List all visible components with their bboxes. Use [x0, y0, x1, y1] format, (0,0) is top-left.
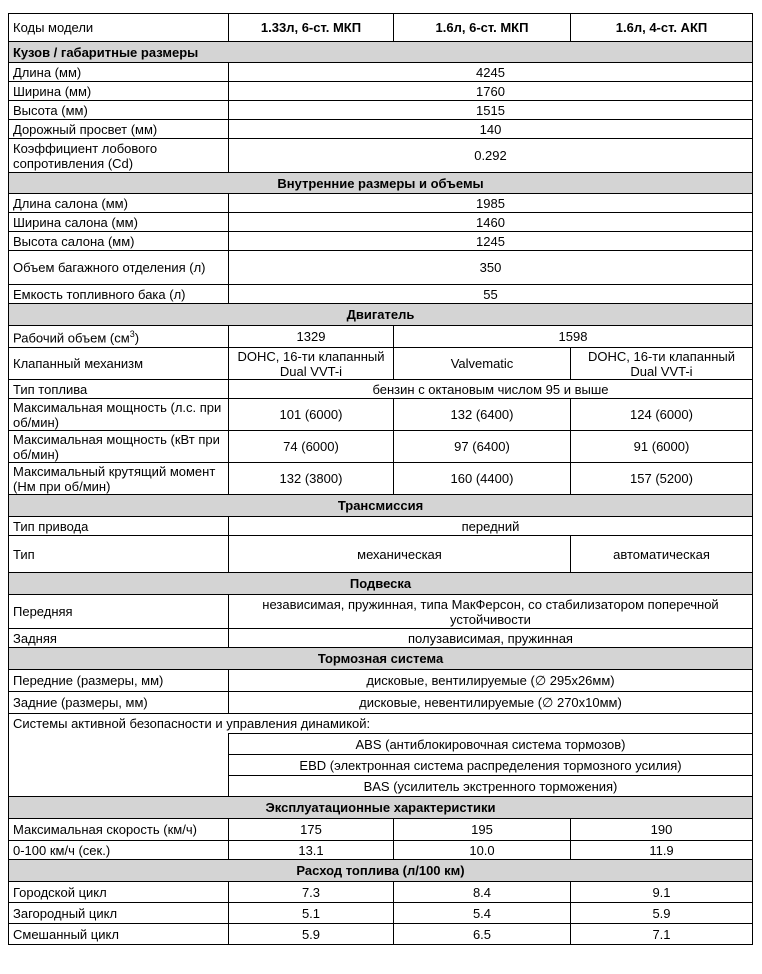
row-value-1: механическая [229, 536, 571, 573]
section-header [9, 304, 753, 326]
table-row [9, 285, 753, 304]
row-value-1: 175 [229, 819, 394, 841]
row-label: Городской цикл [9, 882, 229, 903]
label-text-close: ) [134, 330, 140, 346]
row-value-2: 195 [394, 819, 571, 841]
section-title: Тормозная система [9, 648, 753, 670]
row-value: дисковые, вентилируемые (∅ 295x26мм) [229, 670, 753, 692]
row-value: передний [229, 517, 753, 536]
row-value-1: 101 (6000) [229, 399, 394, 431]
table-row [9, 776, 753, 797]
row-value-1: 13.1 [229, 841, 394, 860]
row-value-3: 124 (6000) [571, 399, 753, 431]
table-row [9, 819, 753, 841]
row-label: Ширина (мм) [9, 82, 229, 101]
row-label: Дорожный просвет (мм) [9, 120, 229, 139]
table-row [9, 463, 753, 495]
row-value-3: 11.9 [571, 841, 753, 860]
row-value-1: 1329 [229, 326, 394, 348]
table-row [9, 194, 753, 213]
section-title: Эксплуатационные характеристики [9, 797, 753, 819]
row-value: 140 [229, 120, 753, 139]
model-col-3: 1.6л, 4-ст. АКП [571, 14, 753, 42]
row-value: 1515 [229, 101, 753, 120]
table-row [9, 882, 753, 903]
row-value-2: 8.4 [394, 882, 571, 903]
label-text: Рабочий объем (см [13, 330, 130, 346]
row-value-1: 74 (6000) [229, 431, 394, 463]
row-label: Длина салона (мм) [9, 194, 229, 213]
row-value: 1760 [229, 82, 753, 101]
row-label: Емкость топливного бака (л) [9, 285, 229, 304]
row-spacer [9, 755, 229, 776]
row-value: ABS (антиблокировочная система тормозов) [229, 734, 753, 755]
row-value-2: 5.4 [394, 903, 571, 924]
row-spacer [9, 734, 229, 755]
specifications-table [8, 13, 753, 945]
table-row [9, 101, 753, 120]
row-value: 55 [229, 285, 753, 304]
section-header [9, 648, 753, 670]
row-value-1: 5.9 [229, 924, 394, 945]
table-row [9, 251, 753, 285]
row-label: Коэффициент лобового сопротивления (Cd) [9, 139, 229, 173]
table-row [9, 399, 753, 431]
section-header [9, 797, 753, 819]
row-label: Задняя [9, 629, 229, 648]
row-value-2: 10.0 [394, 841, 571, 860]
row-value-3: 5.9 [571, 903, 753, 924]
table-row [9, 755, 753, 776]
row-label: Тип [9, 536, 229, 573]
table-row [9, 924, 753, 945]
row-value-3: 91 (6000) [571, 431, 753, 463]
row-label: Высота (мм) [9, 101, 229, 120]
row-value: BAS (усилитель экстренного торможения) [229, 776, 753, 797]
row-value-1: 132 (3800) [229, 463, 394, 495]
table-header-row [9, 14, 753, 42]
row-value-2: 1598 [394, 326, 753, 348]
row-value: 350 [229, 251, 753, 285]
model-col-2: 1.6л, 6-ст. МКП [394, 14, 571, 42]
table-row [9, 841, 753, 860]
row-value-3: 190 [571, 819, 753, 841]
table-row [9, 232, 753, 251]
section-title: Внутренние размеры и объемы [9, 173, 753, 194]
row-label-wide: Системы активной безопасности и управления динамикой: [9, 714, 753, 734]
table-row [9, 734, 753, 755]
table-row [9, 431, 753, 463]
row-value: бензин с октановым числом 95 и выше [229, 380, 753, 399]
table-row [9, 213, 753, 232]
row-value-1: 5.1 [229, 903, 394, 924]
row-value-2: автоматическая [571, 536, 753, 573]
row-label: Клапанный механизм [9, 348, 229, 380]
row-label: Тип привода [9, 517, 229, 536]
section-title: Двигатель [9, 304, 753, 326]
row-label: Передние (размеры, мм) [9, 670, 229, 692]
model-codes-label: Коды модели [9, 14, 229, 42]
table-row [9, 536, 753, 573]
row-value: 1985 [229, 194, 753, 213]
table-row [9, 595, 753, 629]
row-value: дисковые, невентилируемые (∅ 270x10мм) [229, 692, 753, 714]
row-label: Длина (мм) [9, 63, 229, 82]
table-row [9, 517, 753, 536]
row-label: Ширина салона (мм) [9, 213, 229, 232]
row-value-2: 132 (6400) [394, 399, 571, 431]
section-title: Трансмиссия [9, 495, 753, 517]
section-header [9, 42, 753, 63]
row-label: Загородный цикл [9, 903, 229, 924]
section-header [9, 860, 753, 882]
section-title: Расход топлива (л/100 км) [9, 860, 753, 882]
table-row [9, 348, 753, 380]
row-label: Объем багажного отделения (л) [9, 251, 229, 285]
model-col-1: 1.33л, 6-ст. МКП [229, 14, 394, 42]
row-label: 0-100 км/ч (сек.) [9, 841, 229, 860]
row-value-2: 160 (4400) [394, 463, 571, 495]
section-title: Кузов / габаритные размеры [9, 42, 753, 63]
row-label: Смешанный цикл [9, 924, 229, 945]
table-row [9, 139, 753, 173]
table-row [9, 903, 753, 924]
row-value-3: 157 (5200) [571, 463, 753, 495]
table-row [9, 692, 753, 714]
row-label: Максимальный крутящий момент (Нм при об/мин) [9, 463, 229, 495]
section-title: Подвеска [9, 573, 753, 595]
row-value: независимая, пружинная, типа МакФерсон, со стабилизатором поперечной устойчивости [229, 595, 753, 629]
row-label: Высота салона (мм) [9, 232, 229, 251]
table-row [9, 326, 753, 348]
table-row [9, 63, 753, 82]
row-value-2: Valvematic [394, 348, 571, 380]
section-header [9, 495, 753, 517]
row-value: 1245 [229, 232, 753, 251]
section-header [9, 573, 753, 595]
row-label: Передняя [9, 595, 229, 629]
row-value: 0.292 [229, 139, 753, 173]
row-label: Максимальная мощность (л.с. при об/мин) [9, 399, 229, 431]
row-value: EBD (электронная система распределения тормозного усилия) [229, 755, 753, 776]
row-value: 4245 [229, 63, 753, 82]
row-label: Задние (размеры, мм) [9, 692, 229, 714]
table-row [9, 82, 753, 101]
row-value-1: DOHC, 16-ти клапанный Dual VVT-i [229, 348, 394, 380]
table-row [9, 380, 753, 399]
row-value-3: 7.1 [571, 924, 753, 945]
table-row [9, 120, 753, 139]
table-row [9, 714, 753, 734]
row-label: Максимальная мощность (кВт при об/мин) [9, 431, 229, 463]
row-value: 1460 [229, 213, 753, 232]
row-value-3: DOHC, 16-ти клапанный Dual VVT-i [571, 348, 753, 380]
table-row [9, 670, 753, 692]
row-label: Тип топлива [9, 380, 229, 399]
row-spacer [9, 776, 229, 797]
row-value: полузависимая, пружинная [229, 629, 753, 648]
row-label [9, 326, 229, 348]
section-header [9, 173, 753, 194]
row-label: Максимальная скорость (км/ч) [9, 819, 229, 841]
row-value-3: 9.1 [571, 882, 753, 903]
label-superscript: 3 [129, 329, 135, 340]
row-value-2: 97 (6400) [394, 431, 571, 463]
row-value-1: 7.3 [229, 882, 394, 903]
row-value-2: 6.5 [394, 924, 571, 945]
table-row [9, 629, 753, 648]
